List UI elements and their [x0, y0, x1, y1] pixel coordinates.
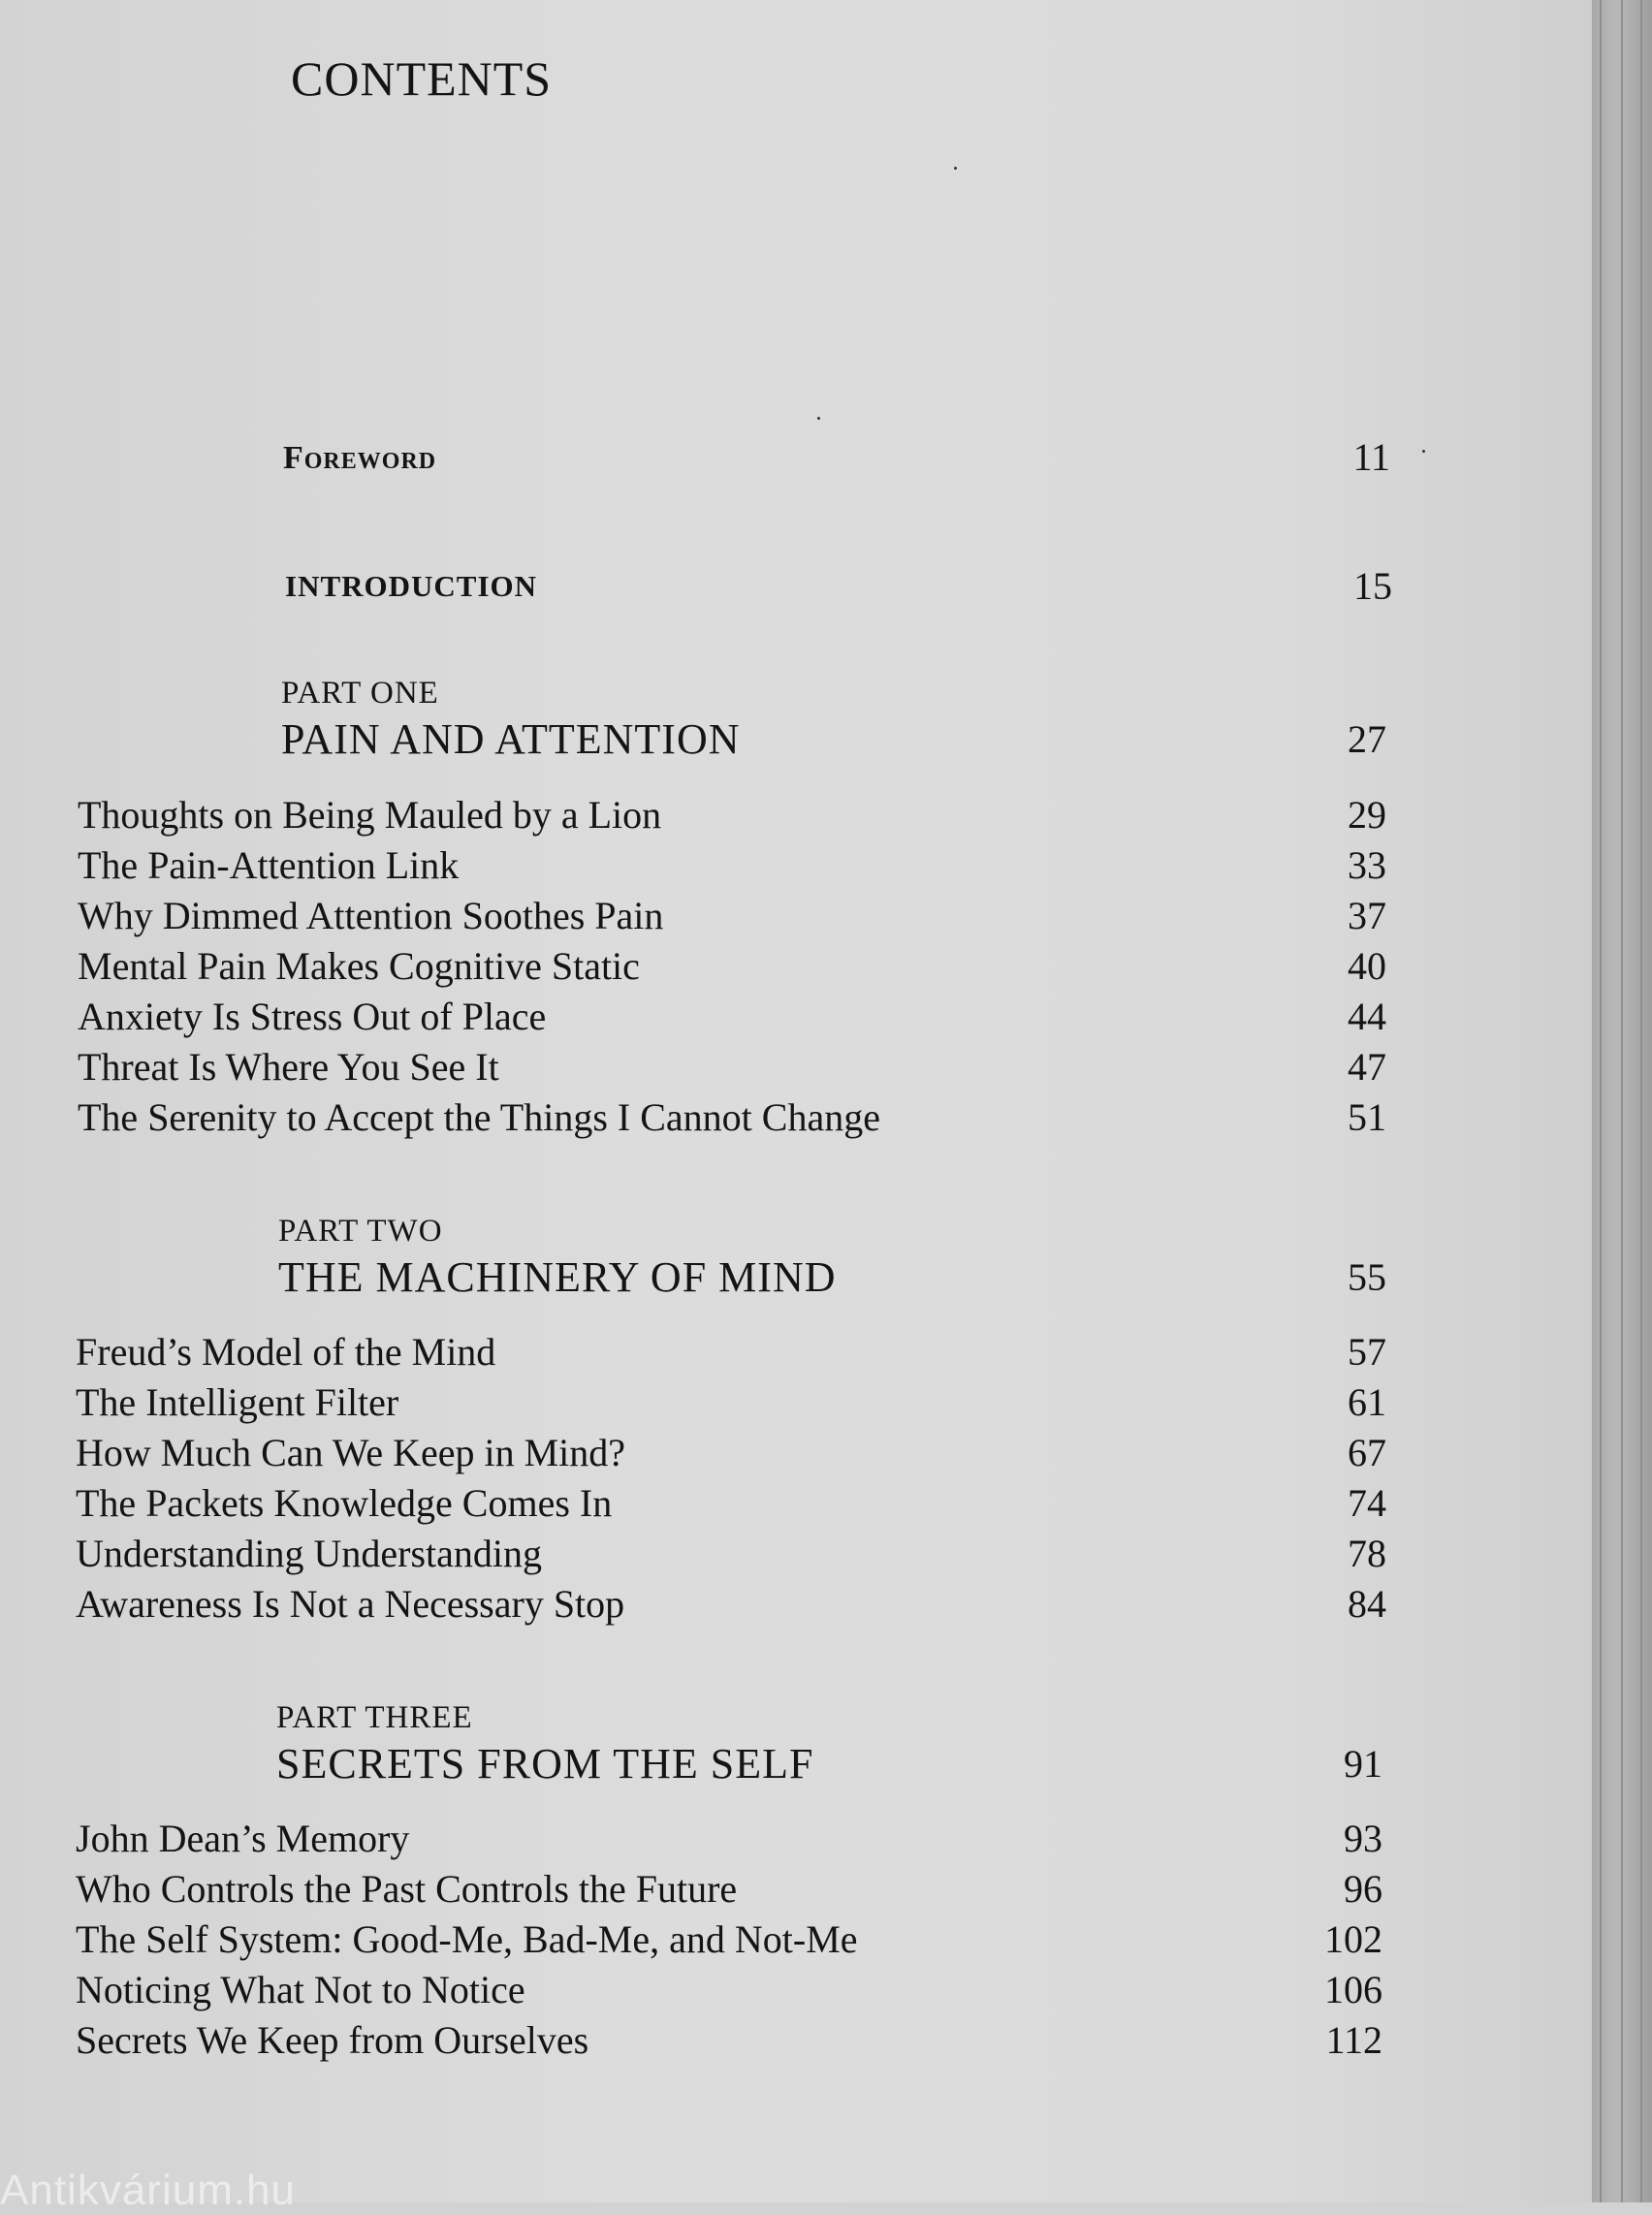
ink-speck [954, 167, 957, 170]
part-title: PAIN AND ATTENTION [281, 715, 741, 763]
toc-foreword [0, 434, 1592, 483]
entry-page: 57 [1348, 1330, 1386, 1374]
toc-entry [0, 993, 1592, 1041]
entry-page: 61 [1348, 1380, 1386, 1424]
entry-title: Secrets We Keep from Ourselves [76, 2018, 589, 2062]
entry-title: Awareness Is Not a Necessary Stop [76, 1582, 625, 1626]
entry-title: Anxiety Is Stress Out of Place [78, 995, 547, 1038]
entry-page: 106 [1324, 1968, 1382, 2011]
part-heading [0, 715, 1592, 764]
entry-title: Who Controls the Past Controls the Future [76, 1867, 738, 1911]
entry-page: 40 [1348, 944, 1386, 988]
ink-speck [1422, 450, 1425, 453]
entry-title: Understanding Understanding [76, 1532, 543, 1575]
toc-entry [0, 1580, 1592, 1629]
entry-page: 102 [1324, 1917, 1382, 1961]
entry-title: Freud’s Model of the Mind [76, 1330, 496, 1374]
toc-introduction [0, 562, 1592, 611]
toc-entry [0, 1915, 1592, 1964]
entry-page: 29 [1348, 793, 1386, 837]
toc-entry [0, 841, 1592, 890]
part-label: PART THREE [276, 1700, 473, 1735]
entry-page: 67 [1348, 1431, 1386, 1474]
ink-speck [817, 417, 820, 420]
toc-entry [0, 1093, 1592, 1142]
toc-entry [0, 1815, 1592, 1863]
part-page: 27 [1348, 717, 1386, 761]
part-label: PART ONE [281, 676, 439, 711]
foreword-label: Foreword [283, 440, 437, 476]
introduction-label: INTRODUCTION [285, 569, 538, 603]
entry-page: 33 [1348, 843, 1386, 887]
part-title: SECRETS FROM THE SELF [276, 1740, 814, 1788]
toc-entry [0, 2016, 1592, 2065]
toc-entry [0, 791, 1592, 839]
part-title: THE MACHINERY OF MIND [278, 1253, 837, 1301]
entry-title: Threat Is Where You See It [78, 1045, 499, 1089]
watermark: Antikvárium.hu [0, 2167, 297, 2214]
page-title: CONTENTS [291, 51, 553, 106]
entry-page: 78 [1348, 1532, 1386, 1575]
entry-title: Mental Pain Makes Cognitive Static [78, 944, 640, 988]
entry-title: John Dean’s Memory [76, 1817, 410, 1860]
toc-entry [0, 942, 1592, 991]
toc-entry [0, 1530, 1592, 1578]
introduction-page: 15 [1353, 564, 1392, 608]
entry-page: 51 [1348, 1095, 1386, 1139]
entry-title: Why Dimmed Attention Soothes Pain [78, 894, 664, 937]
foreword-page: 11 [1352, 435, 1390, 479]
part-heading [0, 1253, 1592, 1302]
toc-entry [0, 1378, 1592, 1427]
entry-title: Noticing What Not to Notice [76, 1968, 525, 2011]
entry-page: 84 [1348, 1582, 1386, 1626]
entry-page: 37 [1348, 894, 1386, 937]
part-label: PART TWO [278, 1214, 443, 1249]
entry-page: 44 [1348, 995, 1386, 1038]
entry-title: Thoughts on Being Mauled by a Lion [78, 793, 662, 837]
part-heading [0, 1740, 1592, 1788]
toc-entry [0, 1429, 1592, 1477]
entry-title: The Packets Knowledge Comes In [76, 1481, 613, 1525]
toc-entry [0, 892, 1592, 940]
entry-title: How Much Can We Keep in Mind? [76, 1431, 626, 1474]
toc-entry [0, 1479, 1592, 1528]
entry-page: 112 [1325, 2018, 1382, 2062]
toc-entry [0, 1328, 1592, 1376]
toc-entry [0, 1966, 1592, 2014]
toc-entry [0, 1043, 1592, 1092]
entry-page: 47 [1348, 1045, 1386, 1089]
part-page: 91 [1344, 1742, 1382, 1786]
entry-title: The Pain-Attention Link [78, 843, 460, 887]
entry-page: 74 [1348, 1481, 1386, 1525]
entry-page: 96 [1344, 1867, 1382, 1911]
entry-title: The Intelligent Filter [76, 1380, 399, 1424]
toc-entry [0, 1865, 1592, 1914]
entry-title: The Serenity to Accept the Things I Cannot Change [78, 1095, 880, 1139]
entry-title: The Self System: Good-Me, Bad-Me, and Not-Me [76, 1917, 858, 1961]
entry-page: 93 [1344, 1817, 1382, 1860]
part-page: 55 [1348, 1255, 1386, 1299]
page-edge [1592, 0, 1652, 2202]
